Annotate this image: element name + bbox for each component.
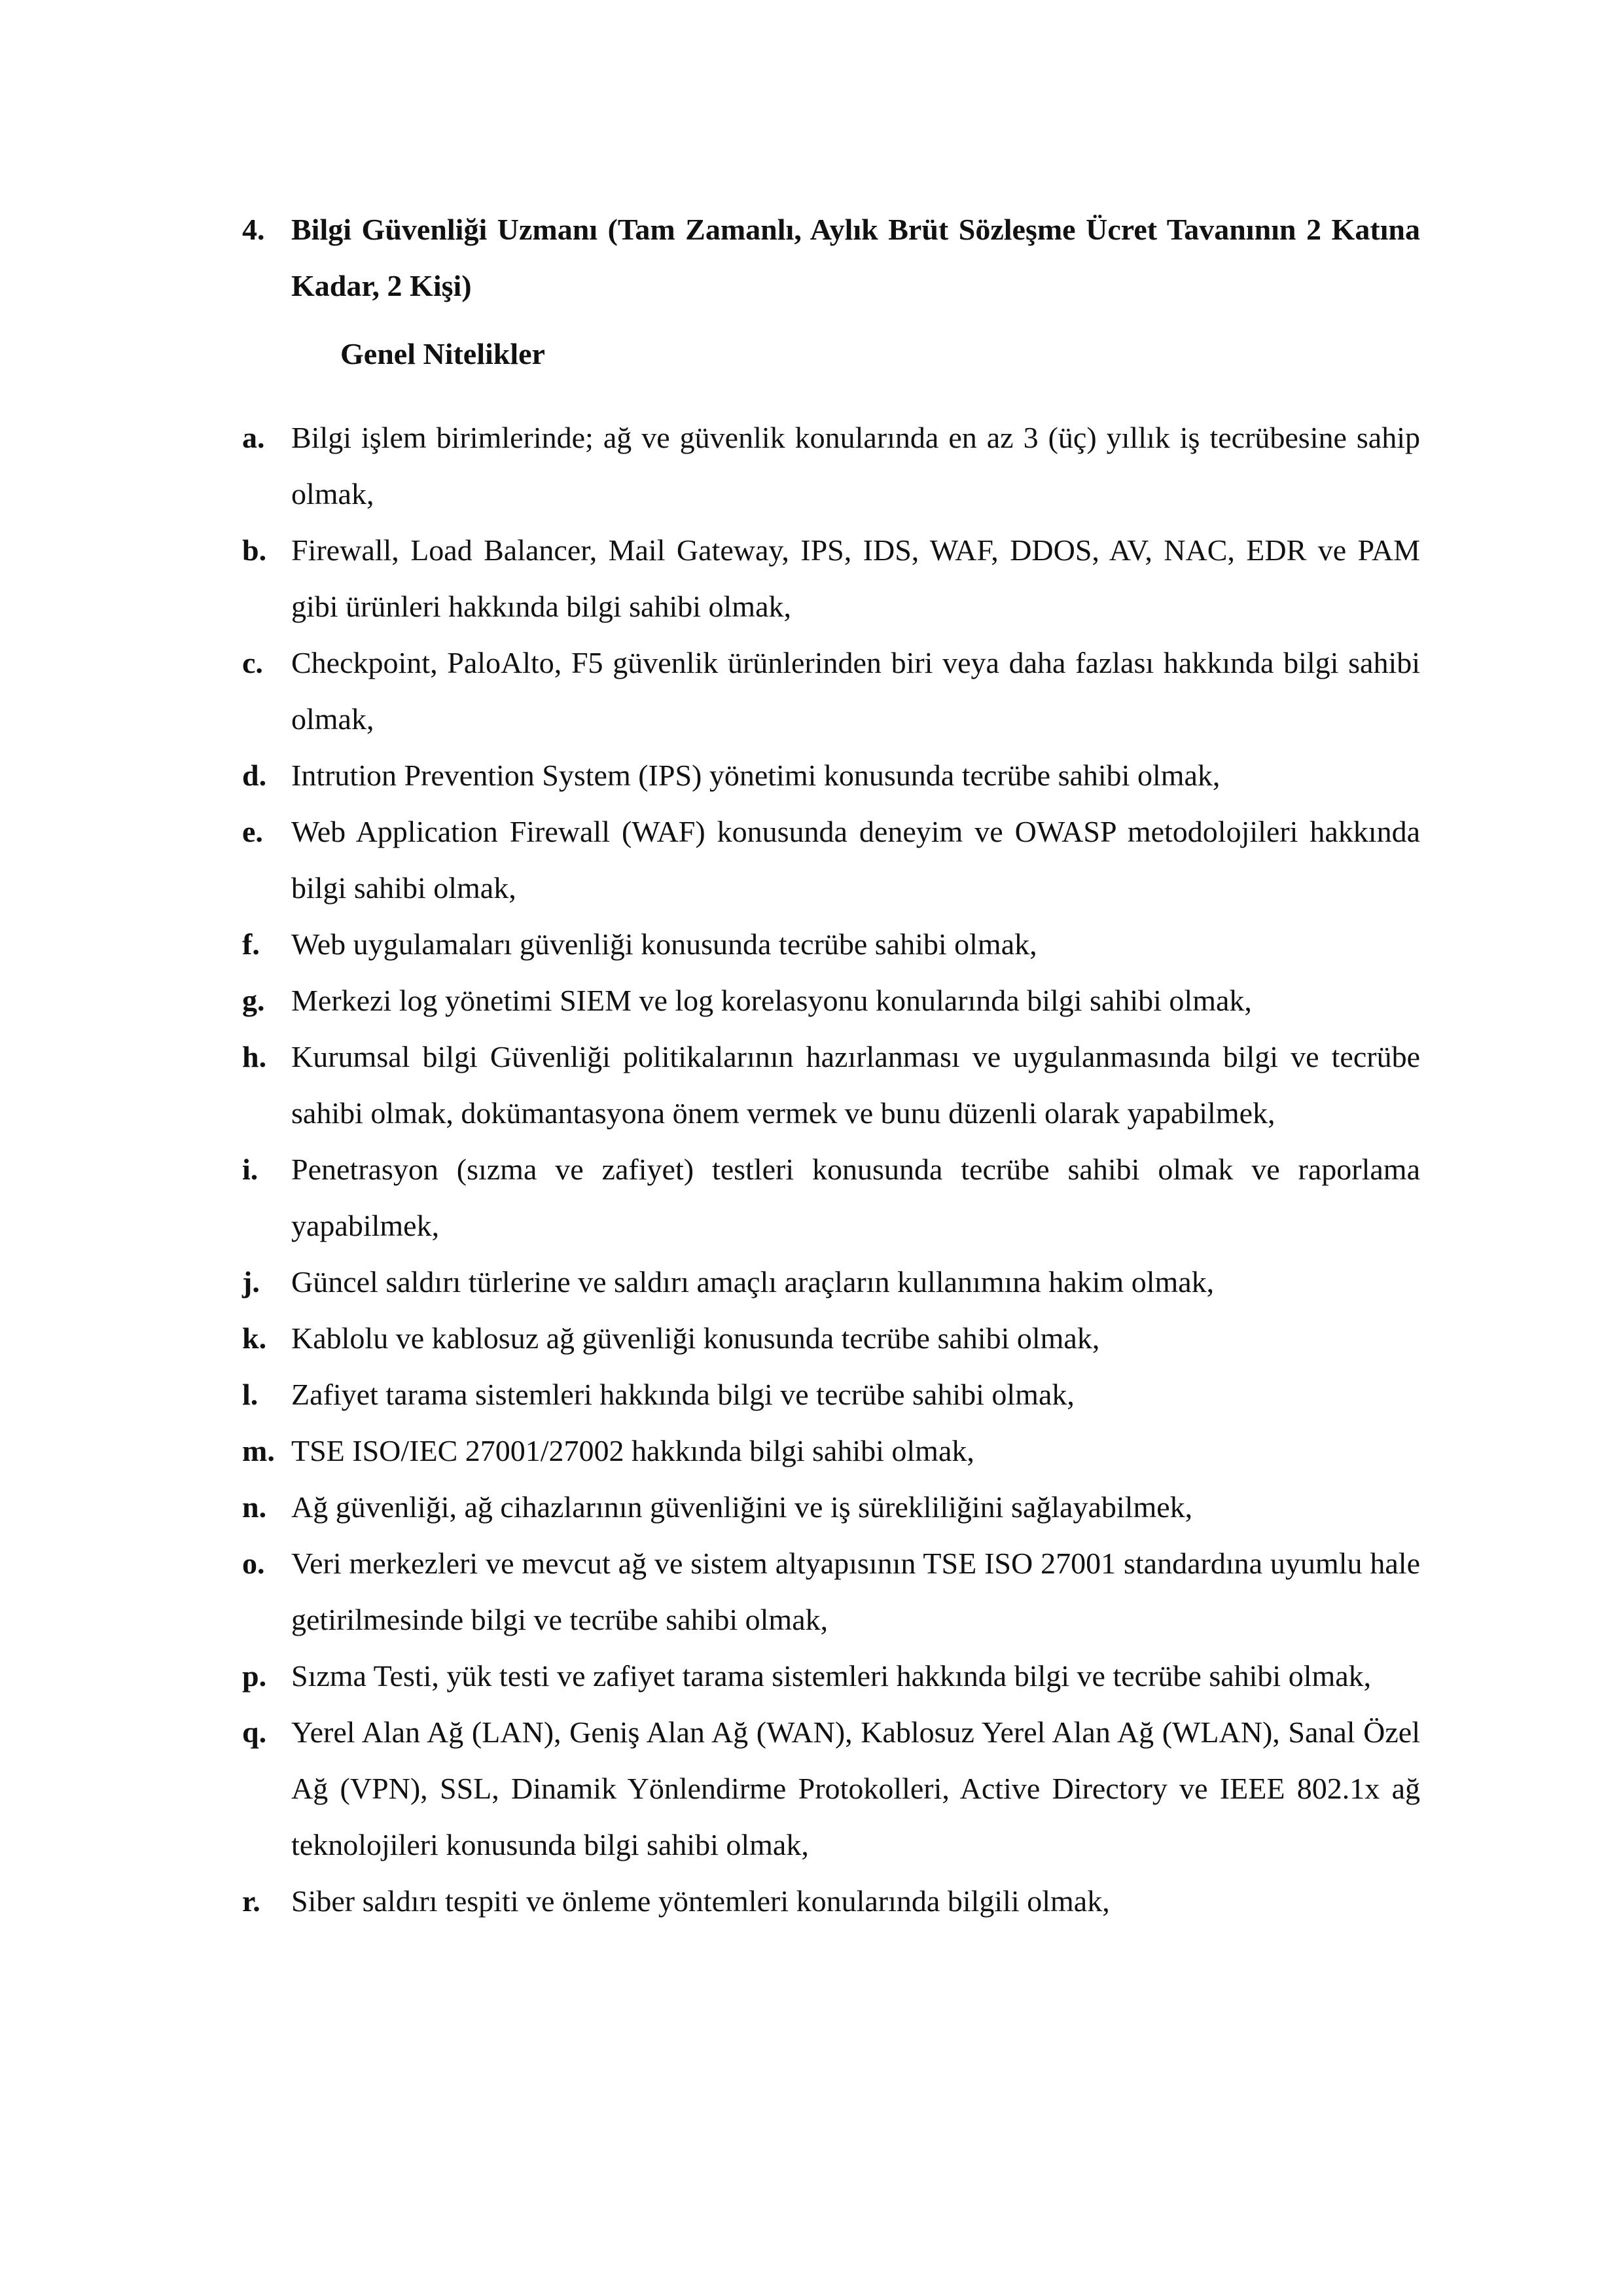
- item-label: k.: [242, 1321, 267, 1355]
- list-item-l: [242, 1367, 1420, 1423]
- subheading-general-qualifications: Genel Nitelikler: [340, 337, 545, 370]
- section-heading: [242, 202, 1420, 314]
- section-title: Bilgi Güvenliği Uzmanı (Tam Zamanlı, Aylık Brüt Sözleşme Ücret Tavanının 2 Katına Kadar, 2 Kişi): [291, 213, 1420, 302]
- item-text: Checkpoint, PaloAlto, F5 güvenlik ürünlerinden biri veya daha fazlası hakkında bilgi sahibi olmak,: [291, 646, 1420, 736]
- list-item-q: [242, 1704, 1420, 1873]
- item-label: h.: [242, 1040, 267, 1073]
- list-item-d: [242, 747, 1420, 804]
- document-page: [242, 202, 1420, 1929]
- item-text: Kurumsal bilgi Güvenliği politikalarının hazırlanması ve uygulanmasında bilgi ve tecrübe sahibi olmak, dokümantasyona önem vermek ve bunu düzenli olarak yapabilmek,: [291, 1040, 1420, 1130]
- item-label: m.: [242, 1434, 275, 1467]
- list-item-j: [242, 1254, 1420, 1310]
- item-text: Sızma Testi, yük testi ve zafiyet tarama sistemleri hakkında bilgi ve tecrübe sahibi olmak,: [291, 1659, 1372, 1693]
- item-text: Veri merkezleri ve mevcut ağ ve sistem altyapısının TSE ISO 27001 standardına uyumlu hale getirilmesinde bilgi ve tecrübe sahibi olmak,: [291, 1547, 1420, 1636]
- item-label: d.: [242, 759, 267, 792]
- item-label: a.: [242, 421, 265, 454]
- list-item-i: [242, 1141, 1420, 1254]
- item-text: Yerel Alan Ağ (LAN), Geniş Alan Ağ (WAN), Kablosuz Yerel Alan Ağ (WLAN), Sanal Özel Ağ (VPN), SSL, Dinamik Yönlendirme Protokolleri, Active Directory ve IEEE 802.1x ağ teknolojileri konusunda bilgi sahibi olmak,: [291, 1715, 1420, 1861]
- item-text: Ağ güvenliği, ağ cihazlarının güvenliğini ve iş sürekliliğini sağlayabilmek,: [291, 1490, 1193, 1524]
- item-text: Web uygulamaları güvenliği konusunda tecrübe sahibi olmak,: [291, 927, 1037, 961]
- list-item-a: [242, 410, 1420, 522]
- item-label: j.: [242, 1265, 260, 1299]
- item-text: Zafiyet tarama sistemleri hakkında bilgi ve tecrübe sahibi olmak,: [291, 1378, 1075, 1411]
- item-label: l.: [242, 1378, 259, 1411]
- item-text: TSE ISO/IEC 27001/27002 hakkında bilgi sahibi olmak,: [291, 1434, 974, 1467]
- item-label: p.: [242, 1659, 267, 1693]
- section-number: 4.: [242, 213, 265, 246]
- item-label: q.: [242, 1715, 267, 1749]
- list-item-r: [242, 1873, 1420, 1929]
- item-label: o.: [242, 1547, 265, 1580]
- qualifications-list: [242, 410, 1420, 1929]
- list-item-b: [242, 522, 1420, 635]
- item-text: Güncel saldırı türlerine ve saldırı amaçlı araçların kullanımına hakim olmak,: [291, 1265, 1215, 1299]
- item-text: Siber saldırı tespiti ve önleme yöntemleri konularında bilgili olmak,: [291, 1884, 1110, 1918]
- list-item-h: [242, 1029, 1420, 1141]
- item-label: c.: [242, 646, 263, 679]
- item-label: b.: [242, 533, 267, 567]
- list-item-f: [242, 916, 1420, 973]
- list-item-m: [242, 1423, 1420, 1479]
- item-text: Web Application Firewall (WAF) konusunda deneyim ve OWASP metodolojileri hakkında bilgi sahibi olmak,: [291, 815, 1420, 905]
- item-label: r.: [242, 1884, 260, 1918]
- list-item-g: [242, 973, 1420, 1029]
- list-item-k: [242, 1310, 1420, 1367]
- list-item-c: [242, 635, 1420, 747]
- item-label: f.: [242, 927, 260, 961]
- item-text: Bilgi işlem birimlerinde; ağ ve güvenlik konularında en az 3 (üç) yıllık iş tecrübesine sahip olmak,: [291, 421, 1420, 511]
- item-label: g.: [242, 984, 265, 1017]
- item-text: Firewall, Load Balancer, Mail Gateway, IPS, IDS, WAF, DDOS, AV, NAC, EDR ve PAM gibi ürünleri hakkında bilgi sahibi olmak,: [291, 533, 1420, 623]
- item-label: i.: [242, 1153, 259, 1186]
- list-item-e: [242, 804, 1420, 916]
- item-label: n.: [242, 1490, 267, 1524]
- item-text: Penetrasyon (sızma ve zafiyet) testleri konusunda tecrübe sahibi olmak ve raporlama yapabilmek,: [291, 1153, 1420, 1242]
- item-text: Kablolu ve kablosuz ağ güvenliği konusunda tecrübe sahibi olmak,: [291, 1321, 1100, 1355]
- item-text: Merkezi log yönetimi SIEM ve log korelasyonu konularında bilgi sahibi olmak,: [291, 984, 1252, 1017]
- list-item-p: [242, 1648, 1420, 1704]
- list-item-o: [242, 1535, 1420, 1648]
- item-text: Intrution Prevention System (IPS) yönetimi konusunda tecrübe sahibi olmak,: [291, 759, 1221, 792]
- item-label: e.: [242, 815, 263, 848]
- list-item-n: [242, 1479, 1420, 1535]
